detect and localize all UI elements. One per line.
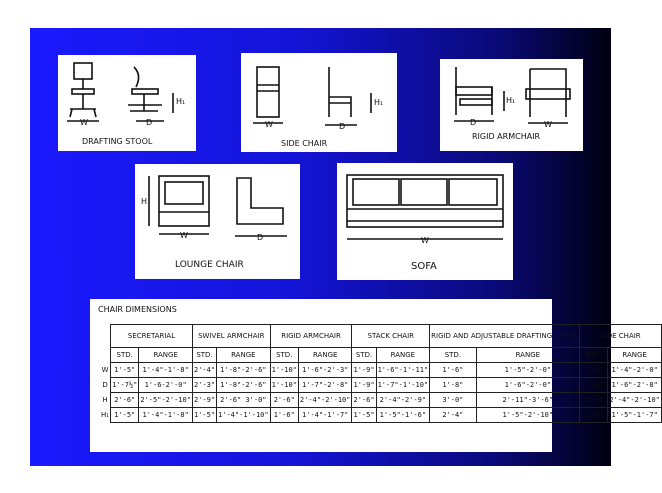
table-cell: 2'-6" [352,393,376,408]
rigid-armchair-panel [440,59,583,151]
dim-d-label: D [339,122,346,131]
table-cell: 2'-4" [430,408,476,423]
group-header: RIGID AND ADJUSTABLE DRAFTING STOOL [430,325,580,348]
table-cell: 2'-6" [111,393,139,408]
table-cell: 1'-5"-1'-7" [608,408,662,423]
subheader-std: STD. [430,348,476,363]
table-cell: 2'-11"-3'-6" [476,393,579,408]
table-cell: 1'-8"-2'-6" [217,363,271,378]
table-cell: 1'-7"-2'-8" [298,378,352,393]
table-cell: 1'-6"-2'-3" [298,363,352,378]
table-cell: 2'-4"-2'-9" [376,393,430,408]
table-cell: 1'-8" [580,363,608,378]
table-cell: 1'-5" [192,408,216,423]
dim-h1-label: H₁ [506,96,516,105]
table-cell: 2'-6" [270,393,298,408]
table-cell: 1'-8" [430,378,476,393]
lounge-chair-panel [135,164,300,279]
table-title: CHAIR DIMENSIONS [98,305,177,314]
table-row [100,363,661,378]
table-row [100,408,661,423]
table-cell: 1'-10" [270,363,298,378]
table-cell: 1'-9" [352,378,376,393]
table-cell: 2'-6" 3'-0" [217,393,271,408]
table-cell: 1'-5" [111,363,139,378]
drafting-stool-panel [58,55,196,151]
table-cell: 3'-0" [430,393,476,408]
table-cell: 1'-5"-1'-6" [376,408,430,423]
table-cell: 2'-5"-2'-10" [139,393,193,408]
table-cell: 1'-10" [580,378,608,393]
table-cell: 1'-5" [352,408,376,423]
table-cell: 1'-4"-1'-10" [217,408,271,423]
rigid-armchair-drawing [440,59,583,131]
row-label: H₁ [101,411,110,419]
table-cell: 2'-4"-2'-10" [608,393,662,408]
chair-dimensions-panel [90,299,660,452]
side-chair-caption: SIDE CHAIR [281,139,328,148]
table-cell: 1'-6" [580,408,608,423]
table-cell: 1'-5"-2'-10" [476,408,579,423]
side-chair-panel [241,53,397,152]
dim-w-label: W [180,231,188,240]
slide-background [30,28,660,466]
row-label: H [102,396,108,404]
lounge-chair-caption: LOUNGE CHAIR [175,260,244,270]
subheader-std: STD. [580,348,608,363]
table-cell: 1'-5" [111,408,139,423]
table-cell: 1'-9" [352,363,376,378]
dim-w-label: W [265,120,273,129]
side-chair-drawing [241,53,397,135]
table-cell: 1'-4"-1'-8" [139,363,193,378]
subheader-range: RANGE [139,348,193,363]
subheader-range: RANGE [608,348,662,363]
table-cell: 1'-10" [270,378,298,393]
table-cell: 2'-3" [192,378,216,393]
subheader-range: RANGE [476,348,579,363]
subheader-std: STD. [352,348,376,363]
table-cell: 1'-6" [270,408,298,423]
dim-h1-label: H₁ [374,98,384,107]
table-cell: 1'-6" [430,363,476,378]
table-cell: 2'-6" [580,393,608,408]
row-label: D [102,381,108,389]
dim-w-label: W [421,236,429,245]
table-row [100,393,661,408]
subheader-std: STD. [270,348,298,363]
dim-d-label: D [146,118,153,127]
group-header: SWIVEL ARMCHAIR [192,325,270,348]
dim-w-label: W [544,120,552,129]
table-cell: 1'-7"-1'-10" [376,378,430,393]
table-cell: 1'-6"-1'-11" [376,363,430,378]
table-cell: 2'-9" [192,393,216,408]
dim-d-label: D [470,118,477,127]
subheader-range: RANGE [298,348,352,363]
drafting-stool-drawing [58,55,196,135]
subheader-range: RANGE [217,348,271,363]
sofa-panel [337,163,513,280]
table-cell: 1'-4"-1'-7" [298,408,352,423]
drafting-stool-caption: DRAFTING STOOL [82,137,153,146]
group-header: SIDE CHAIR [580,325,662,348]
table-cell: 1'-7½" [111,378,139,393]
group-header: RIGID ARMCHAIR [270,325,352,348]
group-header: STACK CHAIR [352,325,430,348]
subheader-std: STD. [111,348,139,363]
dim-w-label: W [80,118,88,127]
table-cell: 1'-6"-2'-0" [476,378,579,393]
subheader-range: RANGE [376,348,430,363]
table-row [100,378,661,393]
dim-d-label: D [257,233,264,242]
row-label: W [101,366,109,374]
lounge-chair-drawing [135,164,300,254]
subheader-std: STD. [192,348,216,363]
group-header: SECRETARIAL [111,325,193,348]
dim-h-label: H [141,197,148,206]
rigid-armchair-caption: RIGID ARMCHAIR [472,132,541,141]
sofa-drawing [337,163,513,255]
table-cell: 2'-4"-2'-10" [298,393,352,408]
table-cell: 1'-4"-2'-0" [608,363,662,378]
table-cell: 1'-6-2'-0" [139,378,193,393]
table-cell: 1'-5"-2'-0" [476,363,579,378]
table-cell: 1'-8"-2'-6" [217,378,271,393]
table-cell: 2'-4" [192,363,216,378]
dim-h1-label: H₁ [176,97,186,106]
chair-dimensions-table [100,324,662,423]
table-cell: 1'-4"-1'-8" [139,408,193,423]
table-cell: 1'-6"-2'-8" [608,378,662,393]
sofa-caption: SOFA [411,261,437,272]
